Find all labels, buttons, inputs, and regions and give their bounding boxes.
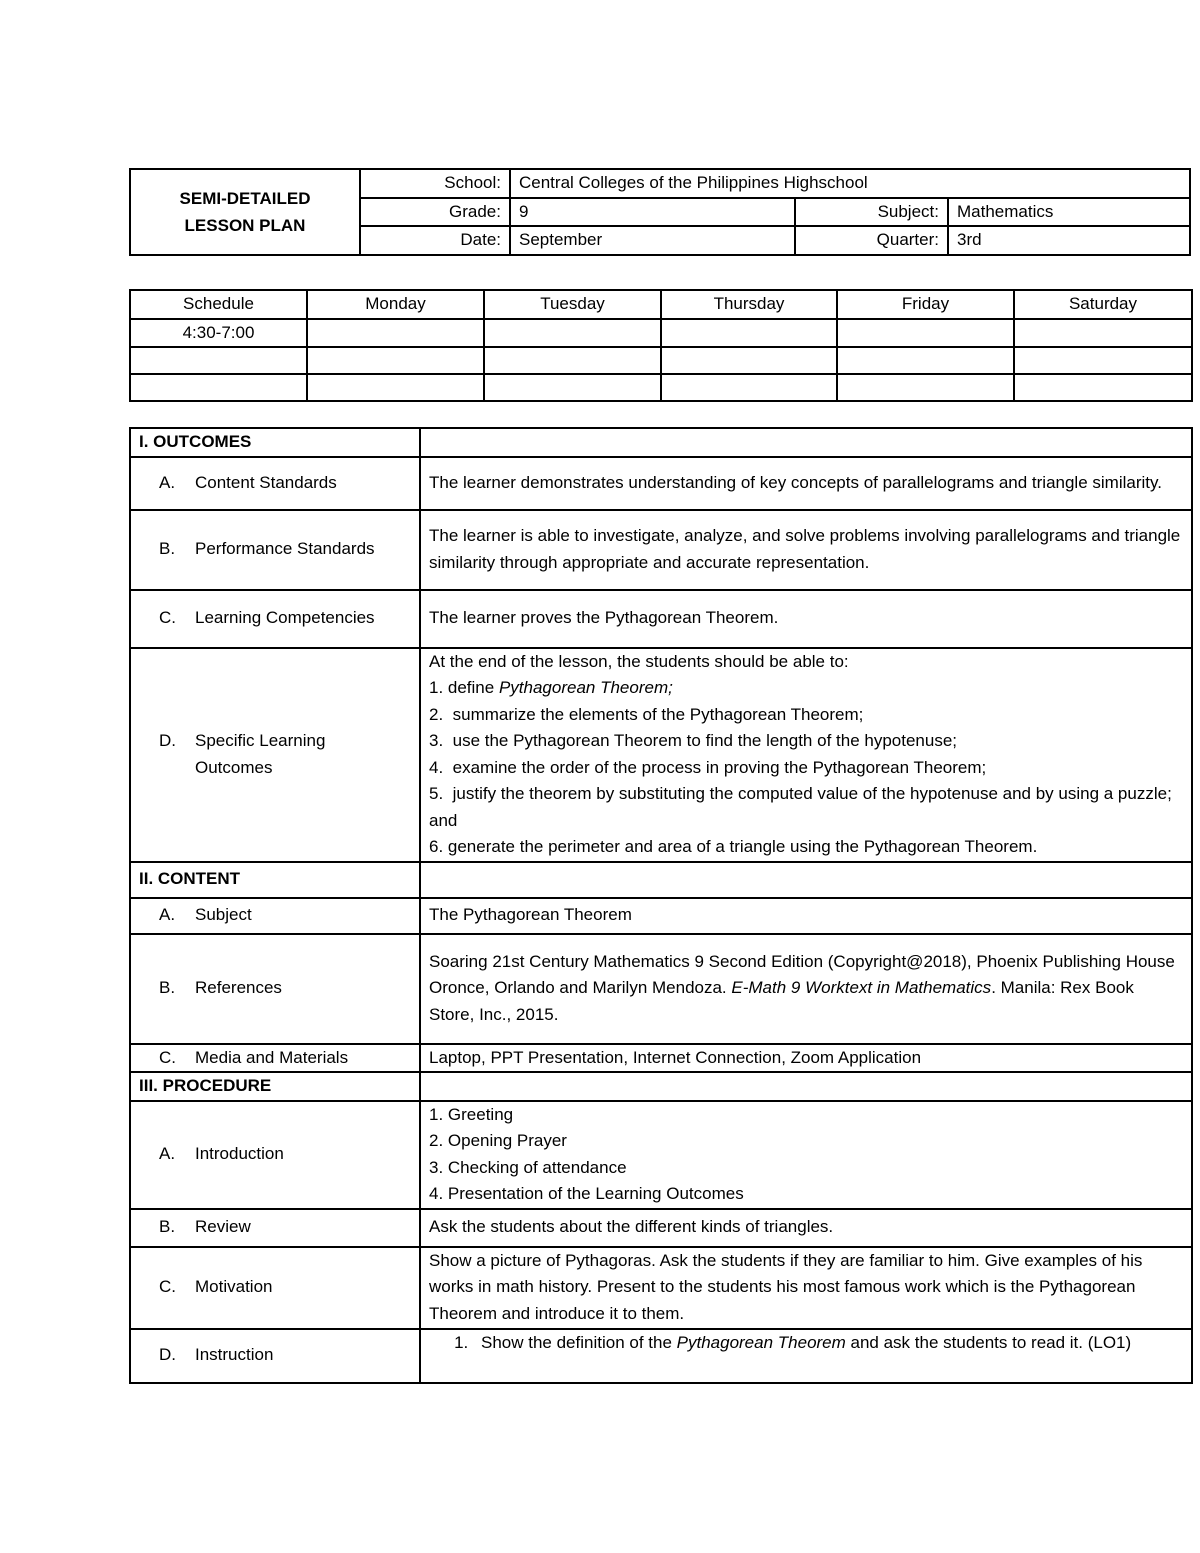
lesson-plan-title: SEMI-DETAILED LESSON PLAN [130, 169, 360, 255]
learning-competencies-text: The learner proves the Pythagorean Theorem. [420, 590, 1192, 648]
schedule-cell [1014, 374, 1192, 401]
list-item: 3. use the Pythagorean Theorem to find the length of the hypotenuse; [429, 731, 957, 750]
schedule-header: Tuesday [484, 290, 661, 319]
schedule-header-row [130, 290, 1192, 319]
table-row [130, 1329, 1192, 1383]
schedule-cell [130, 347, 307, 374]
table-row [130, 510, 1192, 590]
schedule-cell [484, 347, 661, 374]
introduction-label: A. Introduction [130, 1101, 420, 1209]
grade-value: 9 [510, 198, 795, 227]
list-item: 1. Greeting [429, 1104, 514, 1124]
schedule-cell [307, 374, 484, 401]
table-row [130, 1044, 1192, 1073]
schedule-table [129, 289, 1193, 402]
schedule-cell [130, 374, 307, 401]
list-item: 2. summarize the elements of the Pythagorean Theorem; [429, 704, 864, 724]
review-text: Ask the students about the different kinds of triangles. [420, 1209, 1192, 1247]
media-text: Laptop, PPT Presentation, Internet Connection, Zoom Application [420, 1044, 1192, 1073]
table-row [130, 648, 1192, 862]
schedule-header: Monday [307, 290, 484, 319]
subject-label: Subject: [795, 198, 948, 227]
section-row [130, 428, 1192, 457]
quarter-label: Quarter: [795, 226, 948, 255]
list-item: 1. define Pythagorean Theorem; [429, 678, 673, 697]
schedule-row [130, 347, 1192, 374]
schedule-cell [837, 374, 1014, 401]
grade-label: Grade: [360, 198, 510, 227]
list-item: 1. Show the definition of the Pythagorean Theorem and ask the students to read it. (LO1) [473, 1330, 1183, 1357]
empty-cell [420, 862, 1192, 898]
empty-cell [420, 1072, 1192, 1101]
section-row [130, 1072, 1192, 1101]
date-value: September [510, 226, 795, 255]
school-value: Central Colleges of the Philippines Highschool [510, 169, 1190, 198]
learning-competencies-label: C. Learning Competencies [130, 590, 420, 648]
schedule-cell [307, 319, 484, 348]
schedule-time: 4:30-7:00 [130, 319, 307, 348]
performance-standards-label: B. Performance Standards [130, 510, 420, 590]
schedule-cell [307, 347, 484, 374]
instruction-label: D. Instruction [130, 1329, 420, 1383]
list-item: 4. Presentation of the Learning Outcomes [429, 1184, 744, 1203]
specific-outcomes-label: D. Specific Learning Outcomes [130, 648, 420, 862]
references-text: Soaring 21st Century Mathematics 9 Second Edition (Copyright@2018), Phoenix Publishing House Oronce, Orlando and Marilyn Mendoza. E-Math 9 Worktext in Mathematics. Manila: Rex Book Store, Inc., 2015. [420, 934, 1192, 1044]
references-label: B. References [130, 934, 420, 1044]
list-item: 6. generate the perimeter and area of a triangle using the Pythagorean Theorem. [429, 837, 1038, 856]
schedule-header: Friday [837, 290, 1014, 319]
table-row [130, 1101, 1192, 1209]
subject-text: The Pythagorean Theorem [420, 898, 1192, 934]
review-label: B. Review [130, 1209, 420, 1247]
schedule-cell [661, 374, 837, 401]
section-heading-content: II. CONTENT [130, 862, 420, 898]
list-item: 5. justify the theorem by substituting the computed value of the hypotenuse and by using a puzzle; and [429, 784, 1177, 830]
list-item: 3. Checking of attendance [429, 1157, 627, 1177]
schedule-cell [1014, 319, 1192, 348]
schedule-cell [484, 374, 661, 401]
quarter-value: 3rd [948, 226, 1190, 255]
schedule-row [130, 319, 1192, 348]
motivation-label: C. Motivation [130, 1247, 420, 1329]
instruction-list [420, 1329, 1192, 1383]
section-heading-procedure: III. PROCEDURE [130, 1072, 420, 1101]
header-table [129, 168, 1191, 256]
table-row [130, 457, 1192, 510]
table-row [130, 934, 1192, 1044]
table-row [130, 590, 1192, 648]
motivation-text: Show a picture of Pythagoras. Ask the students if they are familiar to him. Give examples of his works in math history. Present to the students his most famous work which is the Pythagorean Theorem and introduce it to them. [420, 1247, 1192, 1329]
schedule-header: Thursday [661, 290, 837, 319]
list-item: 2. Opening Prayer [429, 1131, 567, 1150]
list-item: 4. examine the order of the process in proving the Pythagorean Theorem; [429, 757, 987, 777]
empty-cell [420, 428, 1192, 457]
date-label: Date: [360, 226, 510, 255]
content-standards-text: The learner demonstrates understanding of key concepts of parallelograms and triangle similarity. [420, 457, 1192, 510]
schedule-cell [837, 347, 1014, 374]
lesson-plan-table [129, 427, 1193, 1384]
media-label: C. Media and Materials [130, 1044, 420, 1073]
table-row [130, 1209, 1192, 1247]
table-row [130, 898, 1192, 934]
schedule-header: Saturday [1014, 290, 1192, 319]
school-label: School: [360, 169, 510, 198]
content-standards-label: A. Content Standards [130, 457, 420, 510]
schedule-cell [1014, 347, 1192, 374]
schedule-cell [484, 319, 661, 348]
table-row [130, 1247, 1192, 1329]
section-row [130, 862, 1192, 898]
schedule-cell [661, 319, 837, 348]
introduction-list [420, 1101, 1192, 1209]
section-heading-outcomes: I. OUTCOMES [130, 428, 420, 457]
subject-value: Mathematics [948, 198, 1190, 227]
performance-standards-text: The learner is able to investigate, analyze, and solve problems involving parallelograms and triangle similarity through appropriate and accurate representation. [420, 510, 1192, 590]
specific-outcomes-list: At the end of the lesson, the students should be able to: 1. define Pythagorean Theorem; 2. summarize the elements of the Pythagorean Theorem; 3. use the Pythagorean Theorem to find the length of the hypotenuse; 4. examine the order of the process in proving the Pythagorean Theorem; 5. justify the theorem by substituting the computed value of the hypotenuse and by using a puzzle; and 6. generate the perimeter and area of a triangle using the Pythagorean Theorem. [420, 648, 1192, 862]
schedule-cell [661, 347, 837, 374]
schedule-cell [837, 319, 1014, 348]
schedule-row [130, 374, 1192, 401]
subject-label: A. Subject [130, 898, 420, 934]
schedule-header: Schedule [130, 290, 307, 319]
